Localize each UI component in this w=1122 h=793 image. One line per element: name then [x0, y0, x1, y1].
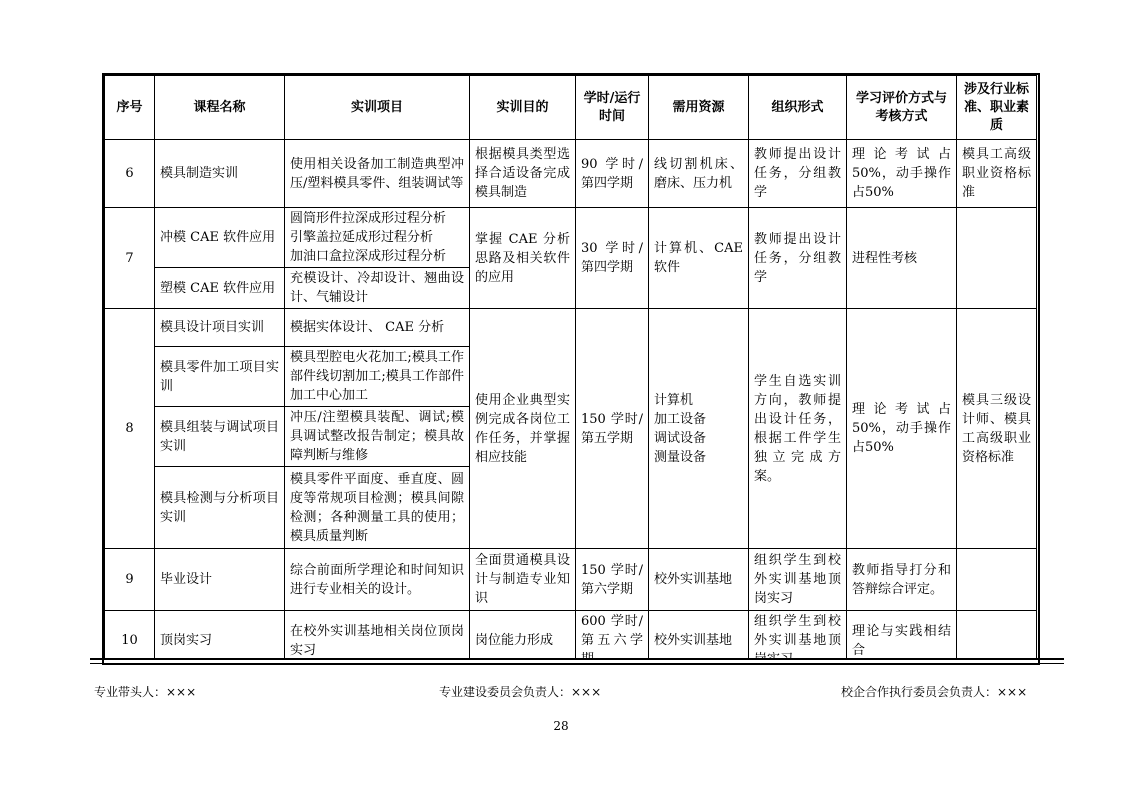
- course-name: 模具组装与调试项目实训: [155, 407, 285, 467]
- evaluation-method: 教师指导打分和答辩综合评定。: [847, 549, 957, 611]
- organization-form: 组织学生到校外实训基地顶岗实习: [749, 549, 847, 611]
- header-course: 课程名称: [155, 76, 285, 140]
- table-row: [105, 309, 1037, 347]
- resources: 校外实训基地: [649, 549, 749, 611]
- training-purpose: 根据模具类型选择合适设备完成模具制造: [470, 140, 576, 208]
- training-hours: 90 学时/第四学期: [576, 140, 649, 208]
- training-hours: 600 学时/第五六学: [576, 611, 649, 671]
- header-row: [105, 76, 1037, 140]
- training-hours: 150 学时/第五学期: [576, 309, 649, 549]
- training-project: 充模设计、冷却设计、翘曲设计、气辅设计: [285, 268, 470, 309]
- course-name: 冲模 CAE 软件应用: [155, 208, 285, 268]
- row-number: 10: [105, 611, 155, 671]
- header-no: 序号: [105, 76, 155, 140]
- row-number: 9: [105, 549, 155, 611]
- evaluation-method: 理论与实践相结合: [847, 611, 957, 671]
- footer-cooperation: 校企合作执行委员会负责人：×××: [841, 685, 1028, 699]
- course-name: 模具设计项目实训: [155, 309, 285, 347]
- resources: 计算机 加工设备 调试设备 测量设备: [649, 309, 749, 549]
- table-row: [105, 208, 1037, 268]
- footer-lead: 专业带头人：×××: [94, 685, 197, 699]
- row-number: 6: [105, 140, 155, 208]
- evaluation-method: 理论考试占50%，动手操作占50%: [847, 140, 957, 208]
- industry-standard: [957, 208, 1037, 309]
- bottom-rule-thin: [90, 663, 1064, 664]
- training-project: 模据实体设计、 CAE 分析: [285, 309, 470, 347]
- training-purpose: 岗位能力形成: [470, 611, 576, 671]
- training-project: 模具零件平面度、垂直度、圆度等常规项目检测；模具间隙检测；各种测量工具的使用；模具质量判断: [285, 467, 470, 549]
- header-purpose: 实训目的: [470, 76, 576, 140]
- training-project: 冲压/注塑模具装配、调试;模具调试整改报告制定；模具故障判断与维修: [285, 407, 470, 467]
- header-hours: 学时/运行时间: [576, 76, 649, 140]
- organization-form: 教师提出设计任务，分组教学: [749, 140, 847, 208]
- course-table: [104, 75, 1037, 671]
- course-name: 顶岗实习: [155, 611, 285, 671]
- header-eval: 学习评价方式与考核方式: [847, 76, 957, 140]
- course-name: 毕业设计: [155, 549, 285, 611]
- row-number: 7: [105, 208, 155, 309]
- training-hours: 30 学时/第四学期: [576, 208, 649, 309]
- resources: 线切割机床、磨床、压力机: [649, 140, 749, 208]
- bottom-rule-thick: [90, 658, 1064, 660]
- training-project: 使用相关设备加工制造典型冲压/塑料模具零件、组装调试等: [285, 140, 470, 208]
- industry-standard: 模具三级设计师、模具工高级职业资格标准: [957, 309, 1037, 549]
- course-name: 模具检测与分析项目实训: [155, 467, 285, 549]
- organization-form: 教师提出设计任务，分组教学: [749, 208, 847, 309]
- header-org: 组织形式: [749, 76, 847, 140]
- training-purpose: 全面贯通模具设计与制造专业知识: [470, 549, 576, 611]
- training-purpose: 掌握 CAE 分析思路及相关软件的应用: [470, 208, 576, 309]
- organization-form: 组织学生到校外实训基地顶: [749, 611, 847, 671]
- header-resources: 需用资源: [649, 76, 749, 140]
- training-project: 综合前面所学理论和时间知识进行专业相关的设计。: [285, 549, 470, 611]
- evaluation-method: 进程性考核: [847, 208, 957, 309]
- footer-committee: 专业建设委员会负责人：×××: [439, 685, 602, 699]
- table-row: [105, 140, 1037, 208]
- course-name: 塑模 CAE 软件应用: [155, 268, 285, 309]
- resources: 计算机、CAE软件: [649, 208, 749, 309]
- header-standard: 涉及行业标准、职业素质: [957, 76, 1037, 140]
- training-purpose: 使用企业典型实例完成各岗位工作任务，并掌握相应技能: [470, 309, 576, 549]
- course-name: 模具制造实训: [155, 140, 285, 208]
- training-project: 在校外实训基地相关岗位顶岗实习: [285, 611, 470, 671]
- evaluation-method: 理论考试占50%，动手操作占50%: [847, 309, 957, 549]
- training-hours: 150 学时/第六学期: [576, 549, 649, 611]
- training-project: 模具型腔电火花加工;模具工作部件线切割加工;模具工作部件加工中心加工: [285, 347, 470, 407]
- header-project: 实训项目: [285, 76, 470, 140]
- page-number: 28: [553, 719, 569, 733]
- industry-standard: 模具工高级职业资格标准: [957, 140, 1037, 208]
- course-name: 模具零件加工项目实训: [155, 347, 285, 407]
- training-project: 圆筒形件拉深成形过程分析 引擎盖拉延成形过程分析 加油口盒拉深成形过程分析: [285, 208, 470, 268]
- industry-standard: [957, 549, 1037, 611]
- organization-form: 学生自选实训方向，教师提出设计任务，根据工件学生独立完成方案。: [749, 309, 847, 549]
- row-number: 8: [105, 309, 155, 549]
- table-row: [105, 549, 1037, 611]
- resources: 校外实训基地: [649, 611, 749, 671]
